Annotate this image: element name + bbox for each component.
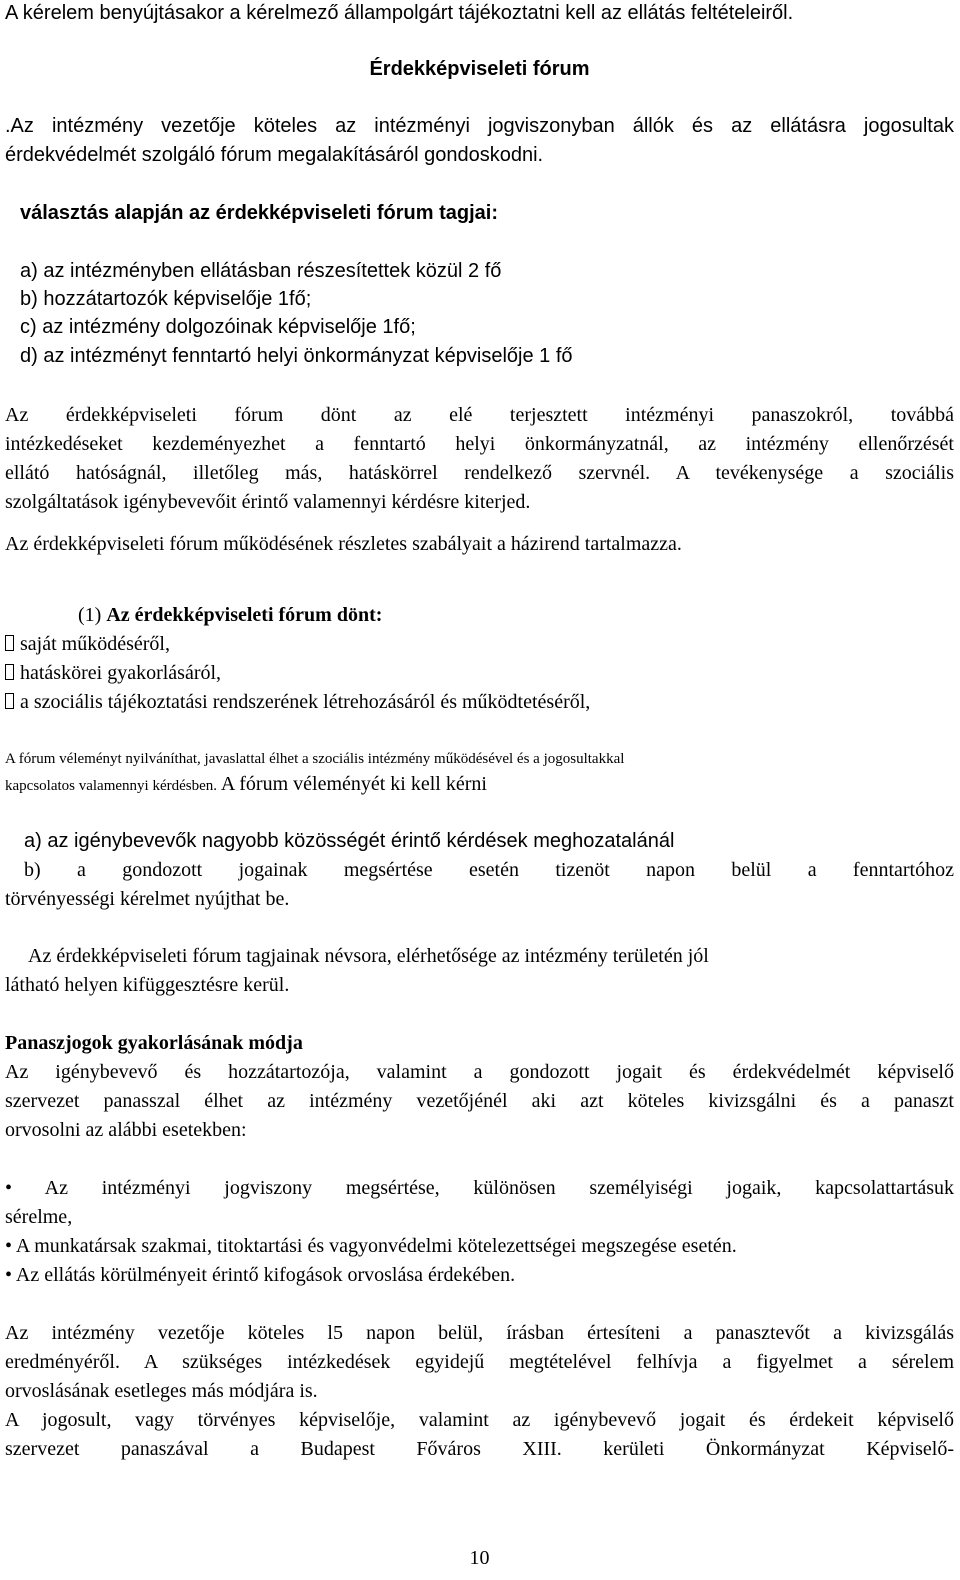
members-heading: választás alapján az érdekképviseleti fórum tagjai: — [20, 202, 498, 224]
bullet-box-icon — [5, 664, 14, 680]
complaint-para-line-1: Az igénybevevő és hozzátartozója, valamint a gondozott jogait és érdekvédelmét képviselő — [5, 1061, 954, 1083]
list-para-line-2: látható helyen kifüggesztésre kerül. — [5, 974, 290, 996]
opinion-item-a: a) az igénybevevők nagyobb közösségét érintő kérdések meghozatalánál — [24, 830, 675, 852]
decides-item-3: a szociális tájékoztatási rendszerének létrehozásáról és működtetéséről, — [5, 689, 954, 715]
complaint-para-line-2: szervezet panasszal élhet az intézmény vezetőjénél aki azt köteles kivizsgálni és a panaszt — [5, 1090, 954, 1112]
complaint-bullet-2: • A munkatársak szakmai, titoktartási és vagyonvédelmi kötelezettségei megszegése esetén. — [5, 1235, 737, 1257]
decides-number: (1) — [78, 604, 107, 626]
decides-para-line-1: Az érdekképviseleti fórum dönt az elé terjesztett intézményi panaszokról, továbbá — [5, 404, 954, 426]
complaint-heading: Panaszjogok gyakorlásának módja — [5, 1032, 303, 1054]
member-item-b: b) hozzátartozók képviselője 1fő; — [20, 288, 312, 310]
member-item-d: d) az intézményt fenntartó helyi önkormányzat képviselője 1 fő — [20, 345, 573, 367]
final-para-line-4: A jogosult, vagy törvényes képviselője, valamint az igénybevevő jogait és érdekeit képviselő — [5, 1409, 954, 1431]
opinion-line-2: kapcsolatos valamennyi kérdésben. A fórum véleményét ki kell kérni — [5, 773, 487, 795]
decides-para-line-3: ellátó hatóságnál, illetőleg más, hatáskörrel rendelkező szervnél. A tevékenysége a szociális — [5, 462, 954, 484]
decides-heading: Az érdekképviseleti fórum dönt: — [106, 604, 383, 626]
member-item-a: a) az intézményben ellátásban részesítettek közül 2 fő — [20, 260, 502, 282]
forum-para-line-2: érdekvédelmét szolgáló fórum megalakításáról gondoskodni. — [5, 144, 544, 166]
opinion-item-b: b) a gondozott jogainak megsértése esetén tizenöt napon belül a fenntartóhoz — [24, 859, 954, 881]
list-para-line-1: Az érdekképviseleti fórum tagjainak névsora, elérhetősége az intézmény területén jól — [28, 945, 709, 967]
bullet-box-icon — [5, 693, 14, 709]
forum-para-line-1: .Az intézmény vezetője köteles az intézményi jogviszonyban állók és az ellátásra jogosultak — [5, 115, 954, 137]
complaint-bullet-1: • Az intézményi jogviszony megsértése, különösen személyiségi jogaik, kapcsolattartásuk — [5, 1177, 954, 1199]
complaint-para-line-3: orvosolni az alábbi esetekben: — [5, 1119, 247, 1141]
final-para-line-3: orvoslásának esetleges más módjára is. — [5, 1380, 318, 1402]
decides-para-line-4: szolgáltatások igénybevevőit érintő valamennyi kérdésre kiterjed. — [5, 491, 531, 513]
intro-line: A kérelem benyújtásakor a kérelmező állampolgárt tájékoztatni kell az ellátás feltételeiről. — [5, 2, 794, 24]
final-para-line-2: eredményéről. A szükséges intézkedések egyidejű megtételével felhívja a figyelmet a sérelem — [5, 1351, 954, 1373]
member-item-c: c) az intézmény dolgozóinak képviselője 1fő; — [20, 316, 416, 338]
opinion-item-b-cont: törvényességi kérelmet nyújthat be. — [5, 888, 290, 910]
decides-item-1: saját működéséről, — [5, 631, 954, 657]
bullet-box-icon — [5, 635, 14, 651]
decides-para-line-2: intézkedéseket kezdeményezhet a fenntartó helyi önkormányzatnál, az intézmény ellenőrzését — [5, 433, 954, 455]
complaint-bullet-1-cont: sérelme, — [5, 1206, 73, 1228]
decides-item-2: hatáskörei gyakorlásáról, — [5, 660, 954, 686]
opinion-small-line-1: A fórum véleményt nyilváníthat, javaslattal élhet a szociális intézmény működésével és a jogosultakkal — [5, 751, 625, 767]
forum-title: Érdekképviseleti fórum — [369, 58, 590, 80]
complaint-bullet-3: • Az ellátás körülményeit érintő kifogások orvoslása érdekében. — [5, 1264, 516, 1286]
rules-line: Az érdekképviseleti fórum működésének részletes szabályait a házirend tartalmazza. — [5, 533, 682, 555]
final-para-line-5: szervezet panaszával a Budapest Főváros XIII. kerületi Önkormányzat Képviselő- — [5, 1438, 954, 1460]
final-para-line-1: Az intézmény vezetője köteles l5 napon belül, írásban értesíteni a panasztevőt a kivizsgálás — [5, 1322, 954, 1344]
decides-heading-line — [78, 602, 954, 628]
page-number: 10 — [469, 1547, 490, 1569]
